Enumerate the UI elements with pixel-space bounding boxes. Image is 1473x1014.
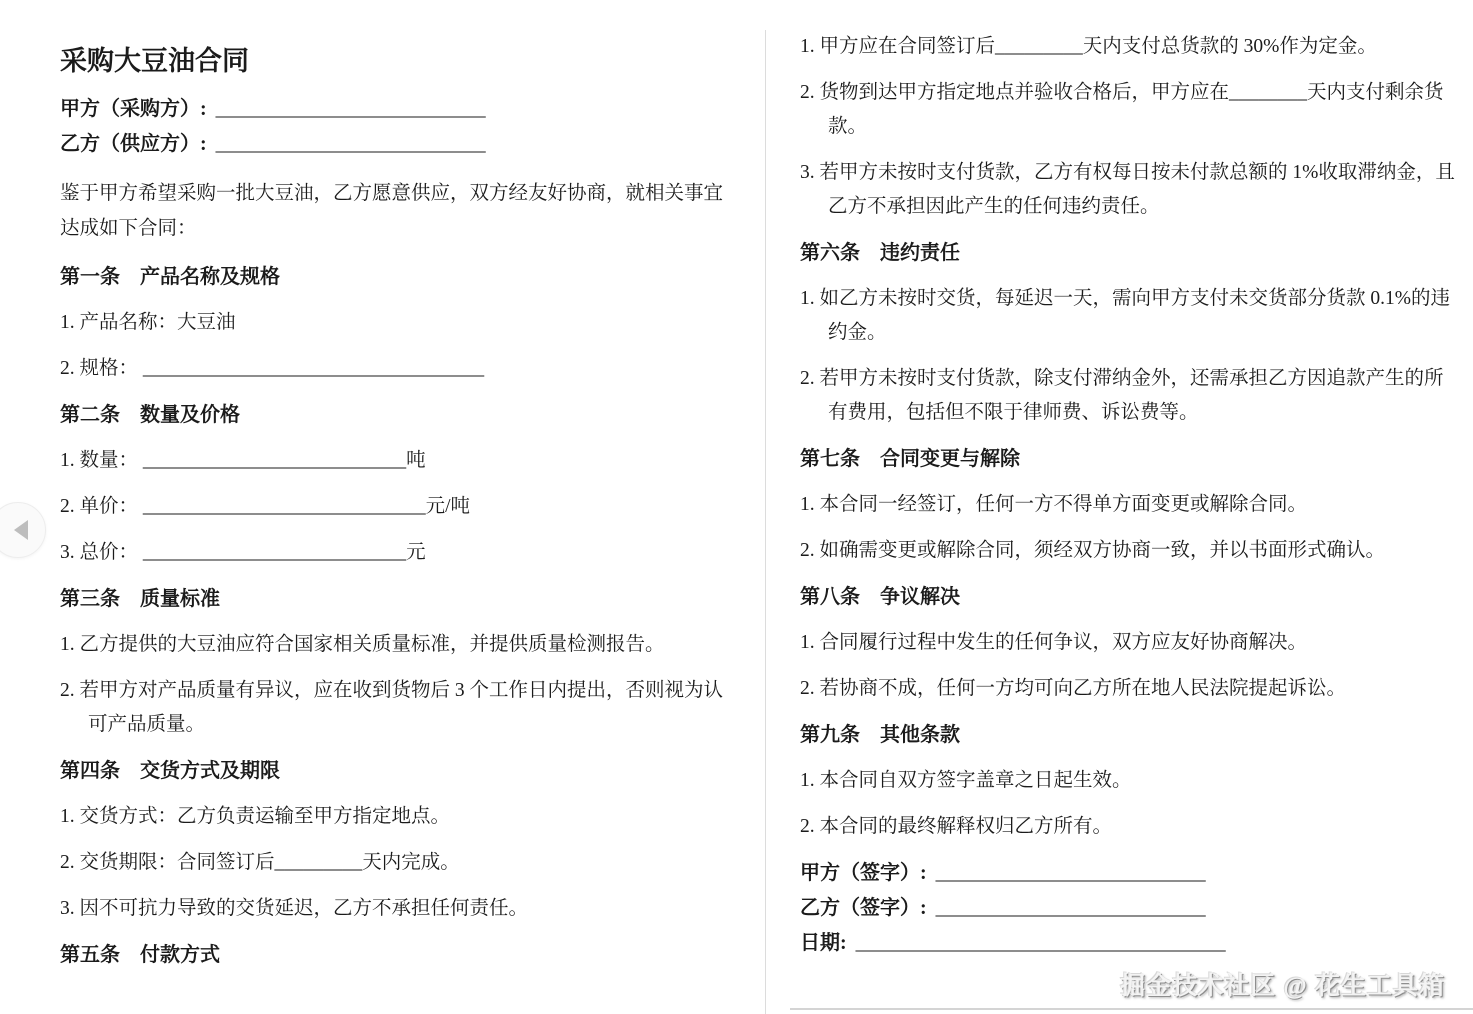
contract-clause: 1. 甲方应在合同签订后_________天内支付总货款的 30%作为定金。: [800, 36, 1377, 57]
contract-clause: 3. 总价： ___________________________元: [60, 542, 426, 563]
watermark: 掘金技术社区 @ 花生工具箱: [1120, 973, 1445, 1000]
contract-clause: 1. 本合同自双方签字盖章之日起生效。: [800, 770, 1132, 791]
contract-clause: 2. 本合同的最终解释权归乙方所有。: [800, 816, 1113, 837]
left-column: [60, 44, 736, 984]
party-b-label: 乙方（供应方）:: [60, 133, 207, 155]
contract-clause: 2. 如确需变更或解除合同，须经双方协商一致，并以书面形式确认。: [800, 540, 1386, 561]
contract-clause: 2. 规格： ___________________________________: [60, 358, 485, 379]
party-a-line: [60, 92, 736, 127]
right-column: [800, 18, 1462, 961]
contract-clause: 1. 数量： ___________________________吨: [60, 450, 426, 471]
contract-clause: 3. 若甲方未按时支付货款，乙方有权每日按未付款总额的 1%收取滞纳金，且乙方不承担因此产生的任何违约责任。: [800, 162, 1455, 217]
party-b-blank: ___________________________: [215, 133, 486, 155]
chevron-left-icon: [14, 520, 28, 540]
party-block: [60, 92, 736, 162]
signature-party-a-label: 甲方（签字）:: [800, 862, 927, 884]
contract-clause: 2. 若甲方对产品质量有异议，应在收到货物后 3 个工作日内提出，否则视为认可产品质量。: [60, 680, 724, 735]
section-heading-6: 第六条 违约责任: [800, 242, 960, 264]
signature-party-a: [800, 856, 1462, 891]
contract-clause: 2. 若甲方未按时支付货款，除支付滞纳金外，还需承担乙方因追款产生的所有费用，包括但不限于律师费、诉讼费等。: [800, 368, 1444, 423]
section-heading-8: 第八条 争议解决: [800, 586, 960, 608]
section-heading-3: 第三条 质量标准: [60, 588, 220, 610]
page-title: 采购大豆油合同: [60, 46, 249, 76]
contract-clause: 1. 合同履行过程中发生的任何争议，双方应友好协商解决。: [800, 632, 1308, 653]
preamble: 鉴于甲方希望采购一批大豆油，乙方愿意供应，双方经友好协商，就相关事宜达成如下合同：: [60, 183, 724, 239]
signature-date-blank: _____________________________________: [855, 932, 1226, 954]
signature-date: [800, 926, 1462, 961]
section-heading-7: 第七条 合同变更与解除: [800, 448, 1020, 470]
signature-party-b-label: 乙方（签字）:: [800, 897, 927, 919]
party-b-line: [60, 127, 736, 162]
signature-party-b: [800, 891, 1462, 926]
contract-clause: 2. 交货期限：合同签订后_________天内完成。: [60, 852, 460, 873]
section-heading-5: 第五条 付款方式: [60, 944, 220, 966]
signature-block: [800, 856, 1462, 961]
contract-clause: 2. 货物到达甲方指定地点并验收合格后，甲方应在________天内支付剩余货款。: [800, 82, 1444, 137]
contract-clause: 1. 如乙方未按时交货，每延迟一天，需向甲方支付未交货部分货款 0.1%的违约金。: [800, 288, 1450, 343]
next-page-edge: [790, 1008, 1473, 1010]
party-a-label: 甲方（采购方）:: [60, 98, 207, 120]
signature-date-label: 日期:: [800, 932, 847, 954]
contract-clause: 1. 产品名称：大豆油: [60, 312, 236, 333]
signature-party-a-blank: ___________________________: [935, 862, 1206, 884]
contract-clause: 2. 单价： _____________________________元/吨: [60, 496, 471, 517]
contract-clause: 1. 乙方提供的大豆油应符合国家相关质量标准，并提供质量检测报告。: [60, 634, 665, 655]
contract-clause: 1. 本合同一经签订，任何一方不得单方面变更或解除合同。: [800, 494, 1308, 515]
section-heading-4: 第四条 交货方式及期限: [60, 760, 280, 782]
prev-page-button[interactable]: [0, 502, 46, 558]
contract-clause: 1. 交货方式：乙方负责运输至甲方指定地点。: [60, 806, 451, 827]
contract-clause: 3. 因不可抗力导致的交货延迟，乙方不承担任何责任。: [60, 898, 529, 919]
section-heading-9: 第九条 其他条款: [800, 724, 960, 746]
section-heading-1: 第一条 产品名称及规格: [60, 266, 280, 288]
contract-clause: 2. 若协商不成，任何一方均可向乙方所在地人民法院提起诉讼。: [800, 678, 1347, 699]
signature-party-b-blank: ___________________________: [935, 897, 1206, 919]
party-a-blank: ___________________________: [215, 98, 486, 120]
column-divider: [765, 30, 766, 1014]
section-heading-2: 第二条 数量及价格: [60, 404, 240, 426]
